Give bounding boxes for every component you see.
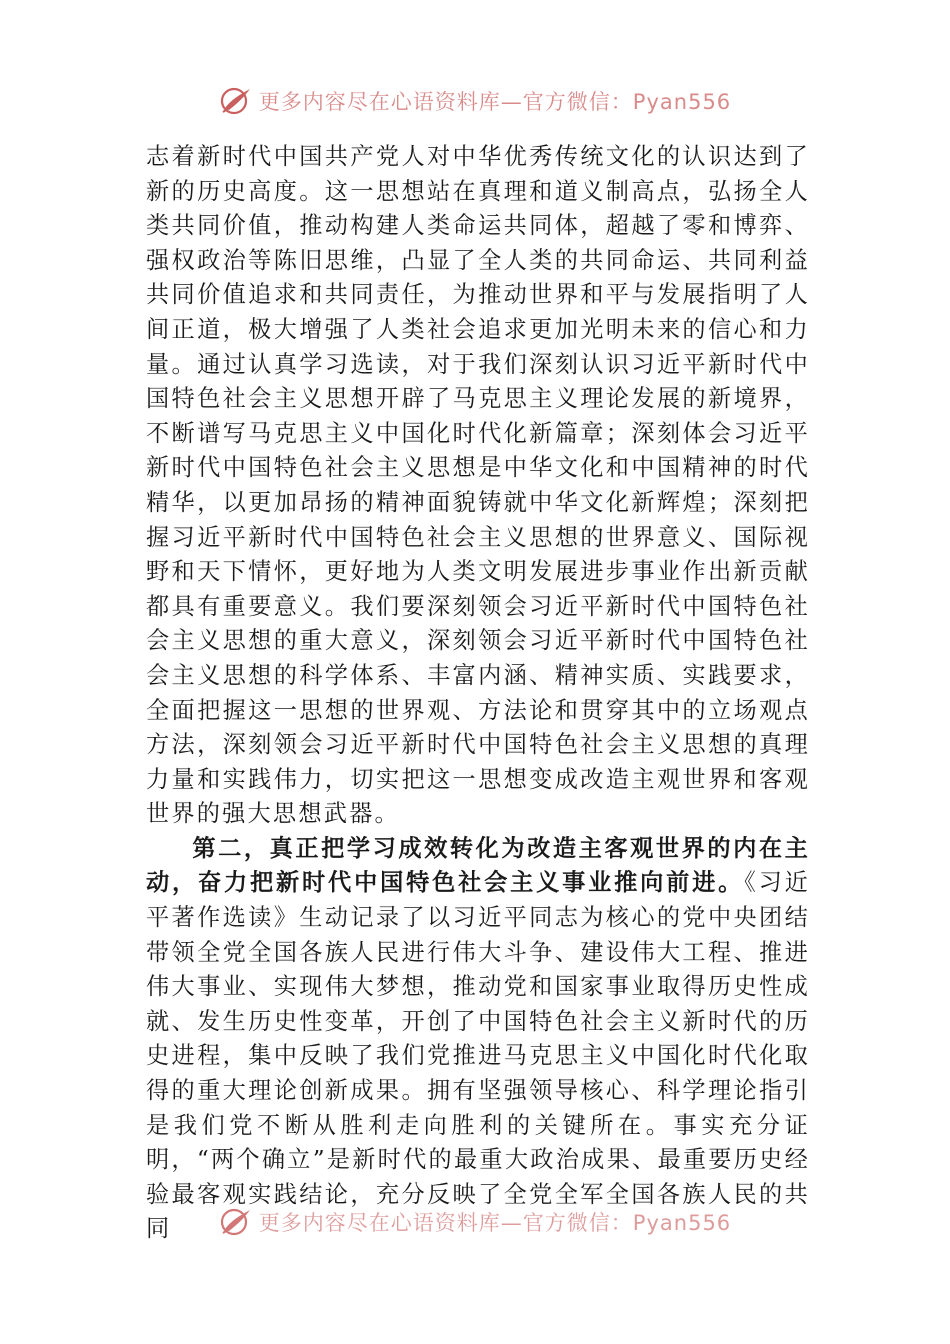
paragraph-continuation [146,140,810,832]
paragraph-second-point [146,832,810,1247]
paragraph-text: 志着新时代中国共产党人对中华优秀传统文化的认识达到了新的历史高度。这一思想站在真理和道义制高点，弘扬全人类共同价值，推动构建人类命运共同体，超越了零和博弈、强权政治等陈旧思维，凸显了全人类的共同命运、共同利益共同价值追求和共同责任，为推动世界和平与发展指明了人间正道，极大增强了人类社会追求更加光明未来的信心和力量。通过认真学习选读，对于我们深刻认识习近平新时代中国特色社会主义思想开辟了马克思主义理论发展的新境界，不断谱写马克思主义中国化时代化新篇章；深刻体会习近平新时代中国特色社会主义思想是中华文化和中国精神的时代精华，以更加昂扬的精神面貌铸就中华文化新辉煌；深刻把握习近平新时代中国特色社会主义思想的世界意义、国际视野和天下情怀，更好地为人类文明发展进步事业作出新贡献都具有重要意义。我们要深刻领会习近平新时代中国特色社会主义思想的重大意义，深刻领会习近平新时代中国特色社会主义思想的科学体系、丰富内涵、精神实质、实践要求，全面把握这一思想的世界观、方法论和贯穿其中的立场观点方法，深刻领会习近平新时代中国特色社会主义思想的真理力量和实践伟力，切实把这一思想变成改造主观世界和客观世界的强大思想武器。 [146,143,810,828]
header-watermark [0,86,950,116]
paragraph-heading-bold: 第二，真正把学习成效转化为改造主客观世界的内在主动，奋力把新时代中国特色社会主义事业推向前进。 [146,834,810,897]
watermark-text: 更多内容尽在心语资料库—官方微信：Pyan556 [258,90,732,114]
paragraph-text: 《习近平著作选读》生动记录了以习近平同志为核心的党中央团结带领全党全国各族人民进行伟大斗争、建设伟大工程、推进伟大事业、实现伟大梦想，推动党和国家事业取得历史性成就、发生历史性变革，开创了中国特色社会主义新时代的历史进程，集中反映了我们党推进马克思主义中国化时代化取得的重大理论创新成果。拥有坚强领导核心、科学理论指引是我们党不断从胜利走向胜利的关键所在。事实充分证明，“两个确立”是新时代的最重大政治成果、最重要历史经验最客观实践结论，充分反映了全党全军全国各族人民的共同 [146,869,810,1243]
pen-quill-logo-icon [219,1207,253,1237]
watermark-text: 更多内容尽在心语资料库—官方微信：Pyan556 [258,1211,732,1235]
document-body [146,140,810,1247]
pen-quill-logo-icon [219,86,253,116]
footer-watermark [0,1207,950,1237]
